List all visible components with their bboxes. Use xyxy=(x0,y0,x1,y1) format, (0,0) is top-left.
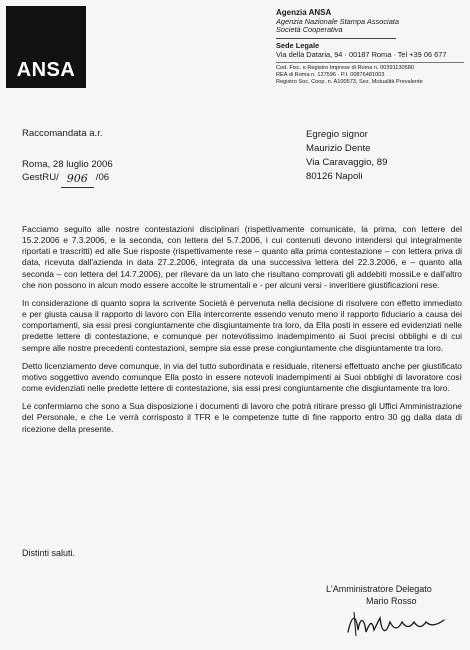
agency-type: Società Cooperativa xyxy=(276,25,343,35)
registration-line-2: REA di Roma n. 127596 · P.I. 00876481003 xyxy=(276,71,385,78)
recipient-salutation: Egregio signor xyxy=(306,129,368,140)
sede-address: Via della Dataria, 94 · 00187 Roma · Tel +39 06 677 xyxy=(276,50,447,60)
letterhead-divider xyxy=(276,38,396,39)
closing-salutation: Distinti saluti. xyxy=(22,548,76,558)
sender-block xyxy=(22,128,113,188)
recipient-street: Via Caravaggio, 89 xyxy=(306,156,388,168)
protocol-suffix: /06 xyxy=(95,171,110,183)
letter-body xyxy=(22,224,462,442)
signatory-name: Mario Rosso xyxy=(366,595,417,606)
protocol-prefix: GestRU/ xyxy=(22,171,59,183)
logo-text: ANSA xyxy=(16,59,76,81)
body-paragraph-2: In considerazione di quanto sopra la scrivente Società è pervenuta nella decisione di risolvere con effetto immediato e per giusta causa il rapporto di lavoro con Ella intercorrente essendo venuto meno il rapporto fiduciario a causa dei comportamenti, sia essi presi congiuntamente che disgiuntamente tra loro, da Ella posti in essere ed evidenziati nelle predette lettere di contestazione, e comunque per notevolissimo inadempimento ai Suoi precisi obblighi e di cui sempre alle nostre precedenti contestazioni, sempre sia esse prese congiuntamente che disgiuntamente tra loro. xyxy=(22,297,462,353)
address-rule xyxy=(276,62,464,63)
raccomandata-label: Raccomandata a.r. xyxy=(22,128,103,139)
registration-line-1: Cod. Fisc. e Registro Imprese di Roma n. 00391130580 xyxy=(276,65,414,72)
ansa-logo xyxy=(6,6,86,88)
agency-name: Agenzia ANSA xyxy=(276,8,332,17)
registration-line-3: Registro Soc. Coop. n. A100573, Sez. Mutualità Prevalente xyxy=(276,78,423,85)
letterhead xyxy=(276,8,466,85)
agency-full-name: Agenzia Nazionale Stampa Associata xyxy=(276,16,399,26)
body-paragraph-1: Facciamo seguito alle nostre contestazioni disciplinari (rispettivamente comunicate, la prima, con lettere del 15.2.2006 e 7.3.2006, e la seconda, con lettera del 5.7.2006, i cui contenuti devono intendersi qui integralmente riportati e trascritti) ed alle Sue risposte (rispettivamente rese – quanto alla prima contestazione – con lettera priva di data, ricevuta dall'azienda in data 27.2.2006, integrata da una successiva lettera del 22.3.2006, e – quanto alla seconda – con lettera del 14.7.2006), per rilevare da un lato che risultano comprovati gli addebiti mossiLe e dall'altro che non possono in alcun modo essere accolte le strumentali e - per alcuni versi - inveritiere giustificazioni rese. xyxy=(22,224,462,290)
body-paragraph-4: Le confermiamo che sono a Sua disposizione i documenti di lavoro che potrà ritirare presso gli Uffici Amministrazione del Personale, e che Le verrà corrisposto il TFR e le competenze tutte di fine rapporto entro 30 gg dalla data di ricezione della presente. xyxy=(22,401,462,434)
body-paragraph-3: Detto licenziamento deve comunque, in via del tutto subordinata e residuale, ritenersi effettuato anche per giustificato motivo soggettivo avendo comunque Ella posto in essere notevoli inadempimenti ai Suoi obblighi di lavoratore così come evidenziati nelle predette lettere di contestazione, sia essi presi congiuntamente che disgiuntamente tra loro. xyxy=(22,360,462,394)
protocol-handwritten-number: 906 xyxy=(61,172,94,188)
signatory-role: L'Amministratore Delegato xyxy=(326,584,432,594)
recipient-city: 80126 Napoli xyxy=(306,170,363,182)
sede-label: Sede Legale xyxy=(276,41,320,51)
recipient-address xyxy=(306,128,387,184)
letter-date: Roma, 28 luglio 2006 xyxy=(22,158,113,170)
protocol-number xyxy=(22,172,113,188)
recipient-name: Maurizio Dente xyxy=(306,142,371,154)
handwritten-signature xyxy=(340,604,450,640)
